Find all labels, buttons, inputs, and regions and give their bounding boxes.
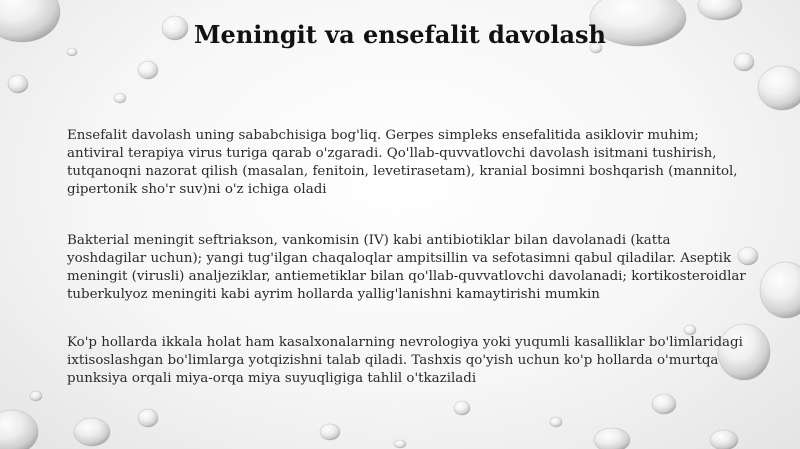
paragraph-meningitis-treatment: Bakterial meningit seftriakson, vankomisin (IV) kabi antibiotiklar bilan davolanadi (katta yoshdagilar uchun); yangi tug'ilgan chaqaloqlar ampitsillin va sefotasimni qabul qiladilar. Aseptik meningit (virusli) analjeziklar, antiemetiklar bilan qo'llab-quvvatlovchi davolanadi; kortikosteroidlar tuberkulyoz meningiti kabi ayrim hollarda yallig'lanishni kamaytirishi mumkin <box>67 233 746 302</box>
paragraph-hospitalization-diagnosis: Ko'p hollarda ikkala holat ham kasalxonalarning nevrologiya yoki yuqumli kasalliklar bo'limlaridagi ixtisoslashgan bo'limlarga yotqizishni talab qiladi. Tashxis qo'yish uchun ko'p hollarda o'murtqa punksiya orqali miya-orqa miya suyuqligiga tahlil o'tkaziladi <box>67 335 743 386</box>
paragraph-encephalitis-treatment: Ensefalit davolash uning sababchisiga bog'liq. Gerpes simpleks ensefalitida asiklovir muhim; antiviral terapiya virus turiga qarab o'zgaradi. Qo'llab-quvvatlovchi davolash isitmani tushirish, tutqanoqni nazorat qilish (masalan, fenitoin, levetirasetam), kranial bosimni boshqarish (mannitol, gipertonik sho'r suv)ni o'z ichiga oladi <box>67 128 738 197</box>
slide-title: Meningit va ensefalit davolash <box>193 20 606 49</box>
